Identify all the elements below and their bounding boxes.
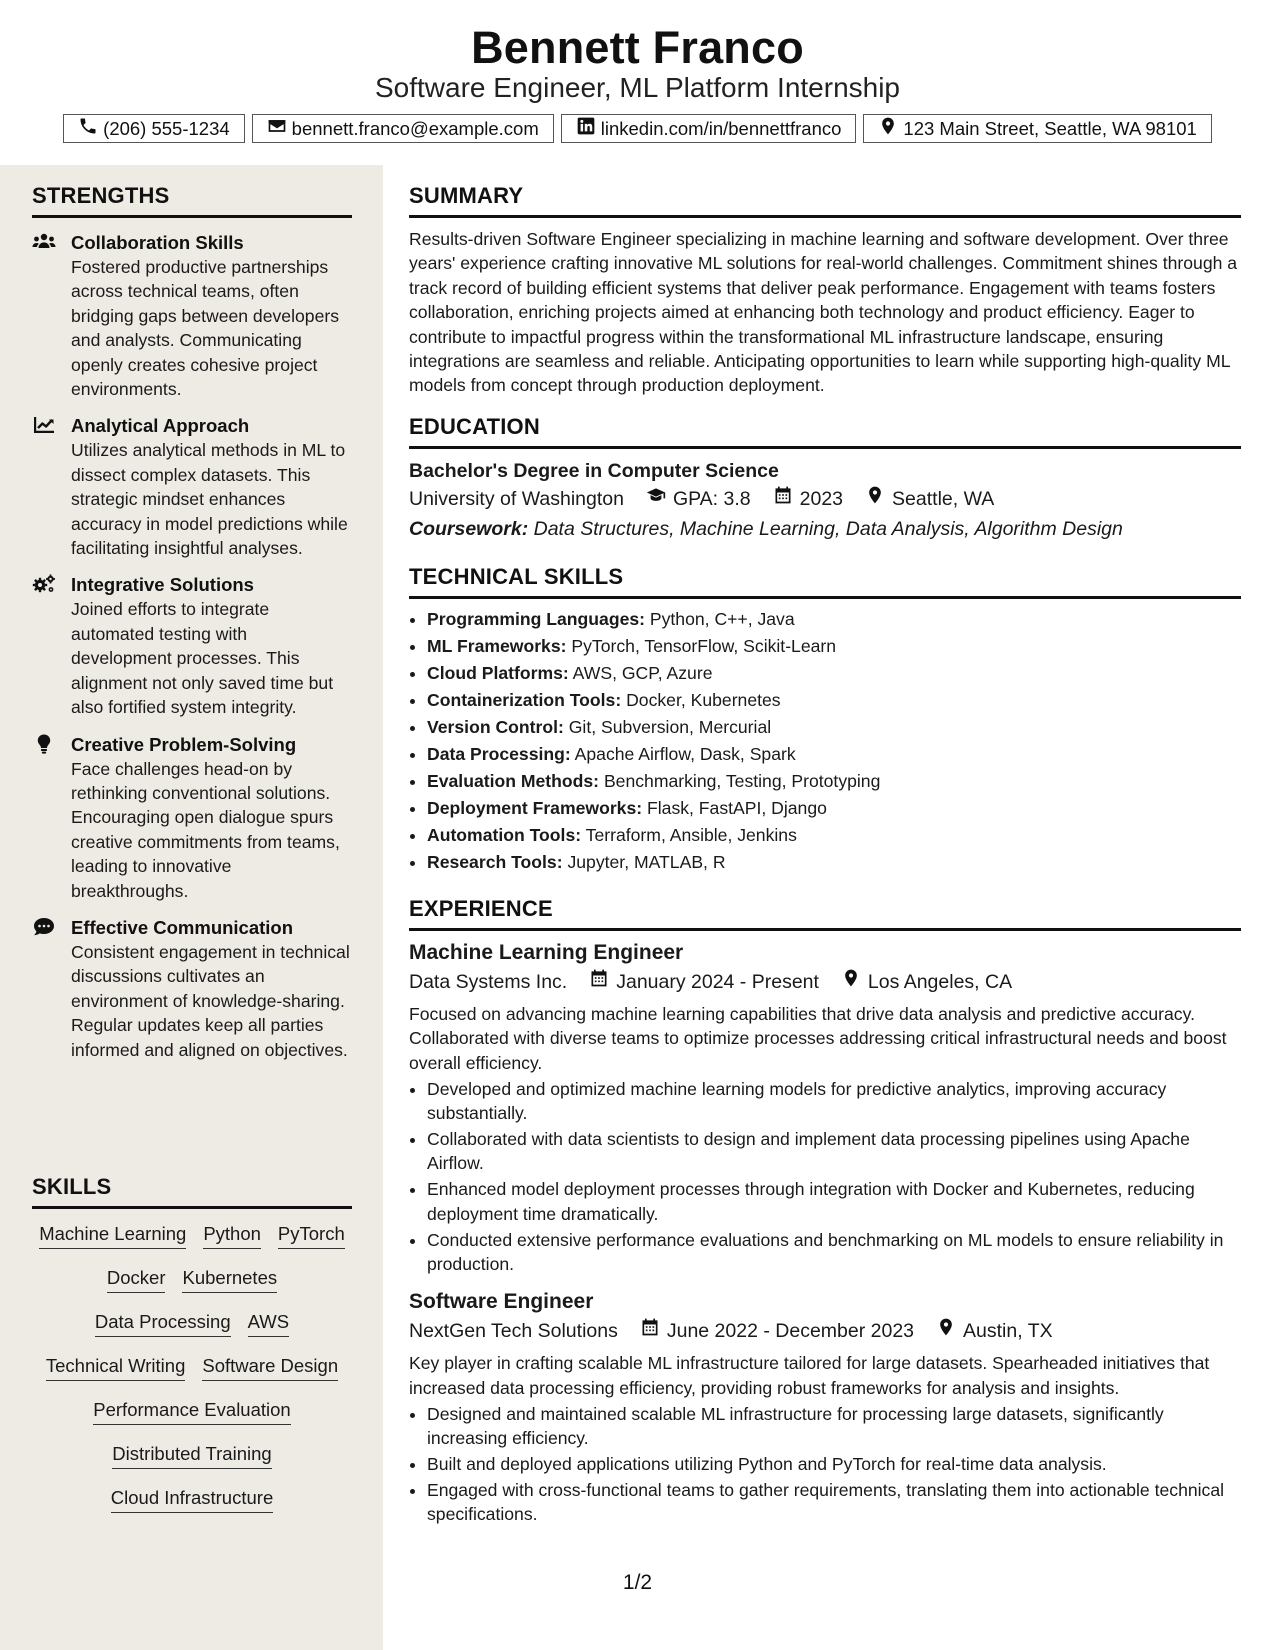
chart-line-icon [32,415,56,435]
tech-skill-label: Evaluation Methods: [427,770,600,791]
location-pin-icon [936,1316,956,1346]
contact-linkedin-text: linkedin.com/in/bennettfranco [600,117,842,139]
skill-tag: Machine Learning [39,1223,186,1249]
contact-linkedin[interactable] [561,114,857,143]
job-bullet: • Engaged with cross-functional teams to gather requirements, translating them into actionable technical specifications. [427,1478,1241,1527]
strength-title: Collaboration Skills [71,232,244,253]
candidate-role: Software Engineer, ML Platform Internship [375,72,900,103]
tech-skill-item [427,660,1241,687]
education-meta [409,484,1241,514]
tech-skill-value: Git, Subversion, Mercurial [568,716,772,737]
technical-skills-list [409,606,1241,876]
tech-skill-value: AWS, GCP, Azure [572,662,713,683]
strength-title: Creative Problem-Solving [71,733,297,755]
experience-section [409,896,1241,1527]
experience-heading: EXPERIENCE [409,896,1241,931]
job-location: Austin, TX [963,1320,1053,1343]
skill-tag: Data Processing [95,1311,231,1337]
job-meta [409,967,1241,997]
strength-title: Effective Communication [71,916,294,938]
strength-item [32,414,352,560]
company-name: NextGen Tech Solutions [409,1320,618,1343]
location-pin-icon [865,484,885,514]
coursework-list: Data Structures, Machine Learning, Data Analysis, Algorithm Design [533,517,1123,540]
strength-text: Utilizes analytical methods in ML to dissect complex datasets. This strategic mindset enhances accuracy in model predictions while facilitating insightful analyses. [71,440,348,559]
linkedin-icon [576,116,596,141]
calendar-icon [589,967,609,997]
users-icon [32,232,56,252]
tech-skill-value: Apache Airflow, Dask, Spark [574,743,796,764]
job-bullet: • Designed and maintained scalable ML infrastructure for processing large datasets, significantly increasing efficiency. [427,1402,1241,1451]
job-entry [409,1288,1241,1526]
skill-tag: Technical Writing [46,1355,186,1381]
skill-tag: AWS [248,1311,289,1337]
job-title: Software Engineer [409,1290,594,1314]
tech-skill-value: Python, C++, Java [649,608,795,629]
job-bullet: • Conducted extensive performance evaluations and benchmarking on ML models to ensure reliability in production. [427,1228,1241,1277]
strength-item [32,733,352,903]
tech-skill-label: Cloud Platforms: [427,662,569,683]
skill-tag: Software Design [202,1355,338,1381]
skills-heading: SKILLS [32,1174,352,1209]
summary-section [409,183,1241,398]
summary-heading: SUMMARY [409,183,1241,218]
technical-skills-section [409,564,1241,876]
contact-email-text: bennett.franco@example.com [291,117,539,139]
tech-skill-value: PyTorch, TensorFlow, Scikit-Learn [571,635,837,656]
tech-skill-value: Jupyter, MATLAB, R [567,851,726,872]
calendar-icon [640,1316,660,1346]
tech-skill-value: Flask, FastAPI, Django [647,797,827,818]
tech-skill-label: Automation Tools: [427,824,582,845]
tech-skill-item [427,822,1241,849]
degree-title: Bachelor's Degree in Computer Science [409,459,779,482]
page-number: 1/2 [622,1571,653,1594]
technical-skills-heading: TECHNICAL SKILLS [409,564,1241,599]
skill-tag: Distributed Training [112,1443,271,1469]
school-name: University of Washington [409,487,624,510]
strength-text: Fostered productive partnerships across technical teams, often bridging gaps between developers and analysts. Communicating openly creates cohesive project environments. [71,257,340,400]
skills-list [32,1223,352,1513]
tech-skill-item [427,606,1241,633]
job-bullet: • Enhanced model deployment processes through integration with Docker and Kubernetes, reducing deployment time dramatically. [427,1177,1241,1226]
coursework-label: Coursework: [409,517,529,540]
job-title: Machine Learning Engineer [409,940,684,964]
summary-text: Results-driven Software Engineer specializing in machine learning and software development. Over three years' experience crafting innovative ML solutions for real-world challenges. Commitment shines through a track record of building efficient systems that deliver peak performance. Engagement with teams fosters collaboration, enriching projects aimed at enhancing both technology and product efficiency. Eager to contribute to impactful progress within the transformational ML infrastructure landscape, ensuring integrations are seamless and reliable. Anticipating opportunities to learn while supporting high-quality ML models from concept through production deployment. [409,229,1238,396]
contact-phone-text: (206) 555-1234 [103,117,230,139]
coursework [409,514,1241,544]
tech-skill-item [427,849,1241,876]
sidebar [0,165,383,1650]
tech-skill-value: Benchmarking, Testing, Prototyping [603,770,881,791]
graduation-year: 2023 [799,487,844,510]
candidate-name: Bennett Franco [471,22,804,73]
tech-skill-label: Research Tools: [427,851,563,872]
tech-skill-item [427,714,1241,741]
location-pin-icon [841,967,861,997]
strength-text: Face challenges head-on by rethinking conventional solutions. Encouraging open dialogue spurs creative commitments from teams, leading to innovative breakthroughs. [71,758,340,901]
job-bullet: • Developed and optimized machine learning models for predictive analytics, improving accuracy substantially. [427,1077,1241,1126]
tech-skill-item [427,633,1241,660]
job-description: Focused on advancing machine learning capabilities that drive data analysis and predictive accuracy. Collaborated with diverse teams to optimize processes addressing critical infrastructural needs and boost overall efficiency. [409,1003,1227,1073]
contact-phone[interactable] [63,114,245,143]
job-dates: June 2022 - December 2023 [666,1320,915,1343]
strength-item [32,231,352,401]
job-location: Los Angeles, CA [867,970,1013,993]
skill-tag: PyTorch [278,1223,345,1249]
job-description: Key player in crafting scalable ML infrastructure tailored for large datasets. Spearheaded initiatives that increased data processing efficiency, providing robust frameworks for analysis and insights. [409,1353,1210,1398]
tech-skill-label: Programming Languages: [427,608,645,629]
job-entry [409,939,1241,1276]
strength-text: Consistent engagement in technical discussions cultivates an environment of knowledge-sharing. Regular updates keep all parties informed and aligned on objectives. [71,941,350,1060]
location-pin-icon [878,116,898,141]
phone-icon [78,116,98,141]
education-section [409,414,1241,544]
tech-skill-item [427,795,1241,822]
tech-skill-label: ML Frameworks: [427,635,567,656]
skills-section [32,1174,352,1513]
job-bullet: • Collaborated with data scientists to design and implement data processing pipelines using Apache Airflow. [427,1127,1241,1176]
strength-title: Analytical Approach [71,415,250,437]
tech-skill-value: Terraform, Ansible, Jenkins [585,824,797,845]
strength-title: Integrative Solutions [71,574,254,596]
tech-skill-label: Version Control: [427,716,564,737]
skill-tag: Performance Evaluation [93,1399,290,1425]
skill-tag: Cloud Infrastructure [111,1487,273,1513]
strength-text: Joined efforts to integrate automated testing with development processes. This alignment not only saved time but also fortified system integrity. [71,599,334,718]
resume-header [0,0,1275,165]
education-heading: EDUCATION [409,414,1241,449]
contact-bar [0,114,1275,143]
skill-tag: Kubernetes [182,1267,277,1293]
skill-tag: Docker [107,1267,166,1293]
envelope-icon [267,116,287,141]
lightbulb-icon [32,734,56,754]
chat-bubble-icon [32,917,56,937]
strengths-heading: STRENGTHS [32,183,352,218]
tech-skill-label: Data Processing: [427,743,571,764]
tech-skill-label: Containerization Tools: [427,689,622,710]
company-name: Data Systems Inc. [409,970,568,993]
tech-skill-item [427,768,1241,795]
contact-address-text: 123 Main Street, Seattle, WA 98101 [903,117,1197,139]
contact-email[interactable] [252,114,554,143]
job-meta [409,1316,1241,1346]
tech-skill-item [427,687,1241,714]
job-dates: January 2024 - Present [616,970,819,993]
job-bullet: • Built and deployed applications utilizing Python and PyTorch for real-time data analysis. [427,1452,1241,1476]
main-column [409,165,1241,1543]
gears-icon [32,574,56,594]
graduation-cap-icon [646,484,666,514]
contact-address[interactable] [863,114,1211,143]
strengths-section [32,183,352,1062]
gpa: GPA: 3.8 [672,487,751,510]
strength-item [32,573,352,719]
calendar-icon [773,484,793,514]
school-location: Seattle, WA [892,487,995,510]
job-bullets [409,1077,1241,1277]
tech-skill-item [427,741,1241,768]
skill-tag: Python [203,1223,261,1249]
tech-skill-label: Deployment Frameworks: [427,797,643,818]
job-bullets [409,1402,1241,1527]
tech-skill-value: Docker, Kubernetes [626,689,781,710]
strength-item [32,916,352,1062]
